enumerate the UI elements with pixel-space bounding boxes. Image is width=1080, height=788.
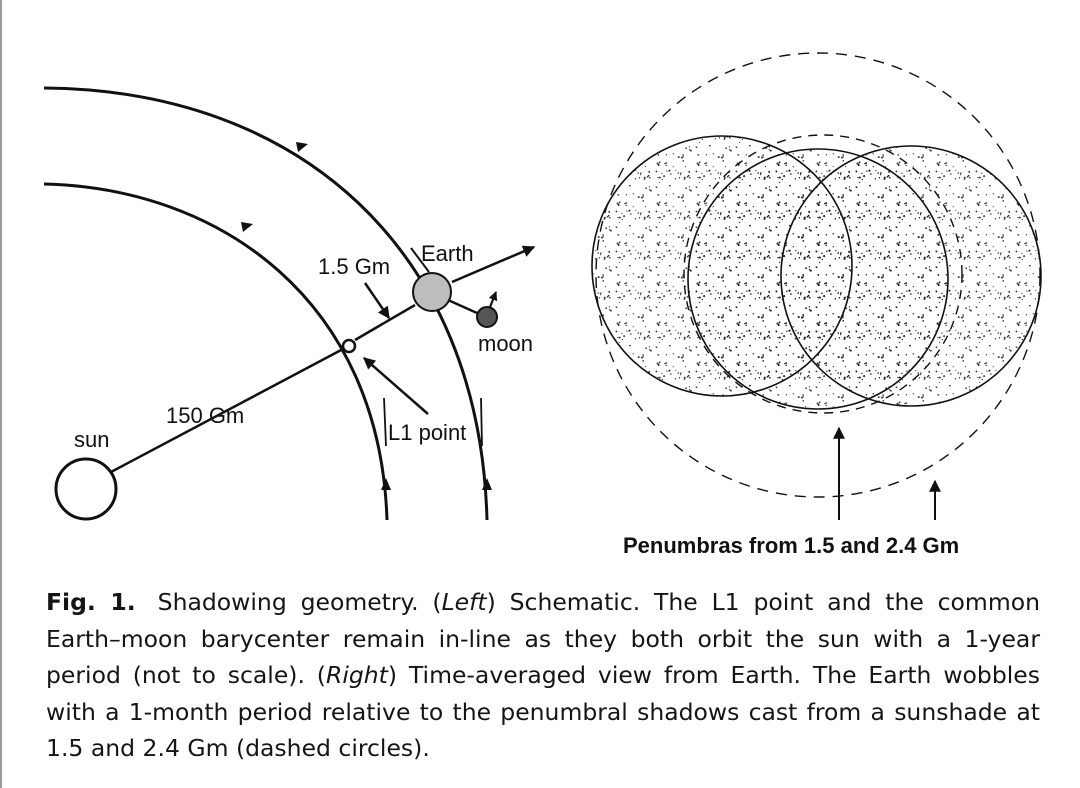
caption-sentence-1: Shadowing geometry. ( (157, 588, 442, 616)
earth-moon-line (448, 300, 477, 313)
penumbra-caption: Penumbras from 1.5 and 2.4 Gm (623, 533, 960, 558)
l1-pointer (364, 358, 428, 414)
l1-label-leader (384, 398, 386, 446)
label-1-5-gm-pointer (365, 283, 389, 318)
caption-left-word: Left (441, 588, 487, 616)
sun-circle (56, 459, 116, 519)
moon-motion-arrow (490, 292, 496, 307)
label-150-gm: 150 Gm (166, 403, 245, 428)
caption-sentence-2: ) Schematic. The L1 point and the common Earth–moon barycenter remain in-line as they both orbit the sun with a 1-year period (not to scale). ( (46, 588, 1040, 689)
figure-label: Fig. 1. (46, 588, 136, 616)
right-panel-penumbras (592, 53, 1041, 558)
earth-circle (413, 273, 451, 311)
moon-circle (477, 307, 497, 327)
sun-label: sun (74, 427, 110, 452)
penumbra-1-5-right (781, 146, 1041, 406)
orbit-arrow-outer-top (296, 142, 308, 152)
l1-label: L1 point (388, 420, 467, 445)
l1-label-leader-right (481, 398, 482, 446)
moon-label: moon (478, 331, 534, 356)
caption-sentence-3: ) Time-averaged view from Earth. The Earth wobbles with a 1-month period relative to the penumbral shadows cast from a sunshade at 1.5 and 2.4 Gm (dashed circles). (46, 661, 1040, 762)
label-1-5-gm: 1.5 Gm (318, 254, 391, 279)
orbit-arrow-inner-top (241, 222, 253, 232)
figure-caption (46, 584, 1040, 767)
left-panel-schematic (44, 88, 534, 520)
earth-label: Earth (421, 241, 474, 266)
caption-right-word: Right (325, 661, 388, 689)
l1-point (343, 340, 355, 352)
